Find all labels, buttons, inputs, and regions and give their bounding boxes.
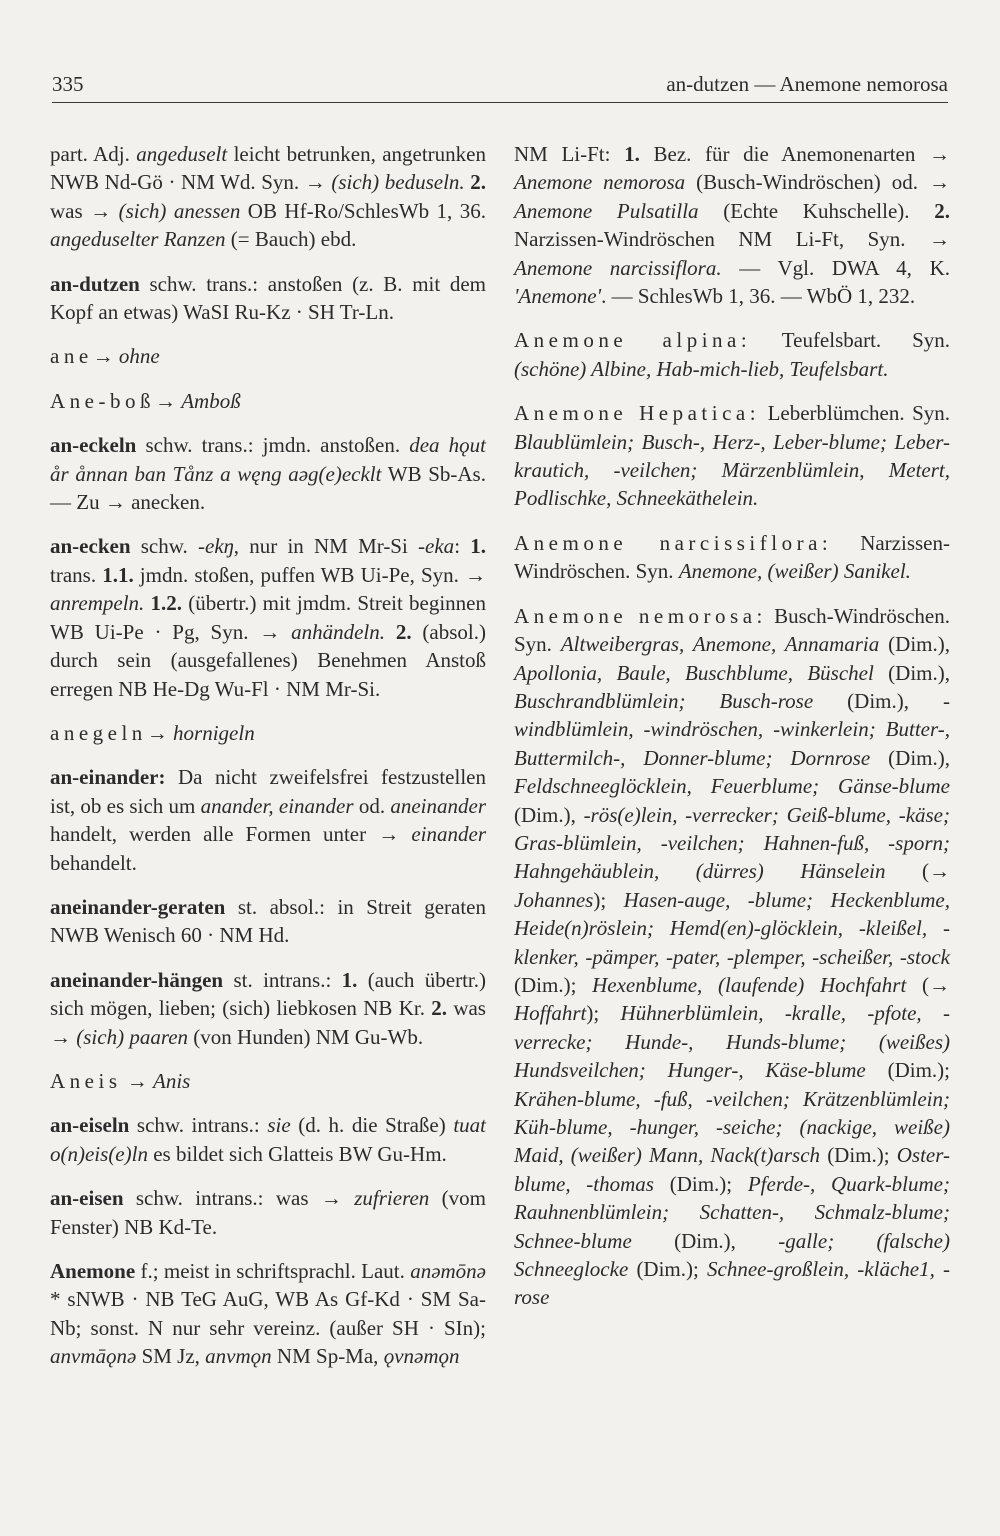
entry-aneinander-geraten: aneinander-geraten st. absol.: in Streit geraten NWB Wenisch 60 · NM Hd. <box>50 894 486 948</box>
page-header <box>52 72 948 103</box>
left-column <box>50 140 486 1387</box>
entry-anemone-hepatica: Anemone Hepatica: Leberblümchen. Syn. Blaublümlein; Busch-, Herz-, Leber-blume; Leber-krautich, -veilchen; Märzenblümlein, Metert, Podlischke, Schneekäthelein. <box>514 401 950 511</box>
right-column <box>514 140 950 1328</box>
entry-anemone-nemorosa: Anemone nemorosa: Busch-Windröschen. Syn. Altweibergras, Anemone, Annamaria (Dim.), Apollonia, Baule, Buschblume, Büschel (Dim.), Buschrandblümlein; Busch-rose (Dim.), -windblümlein, -windröschen, -winkerlein; Butter-, Buttermilch-, Donner-blume; Dornrose (Dim.), Feldschneeglöcklein, Feuerblume; Gänse-blume (Dim.), -rös(e)lein, -verrecker; Geiß-blume, -käse; Gras-blümlein, -veilchen; Hahnen-fuß, -sporn; Hahngehäublein, (dürres) Hänselein (→ Johannes); Hasen-auge, -blume; Heckenblume, Heide(n)röslein; Hemd(en)-glöcklein, -kleißel, -klenker, -pämper, -pater, -plemper, -scheißer, -stock (Dim.); Hexenblume, (laufende) Hochfahrt (→ Hoffahrt); Hühnerblümlein, -kralle, -pfote, -verrecke; Hunde-, Hunds-blume; (weißes) Hundsveilchen; Hunger-, Käse-blume (Dim.); Krähen-blume, -fuß, -veilchen; Krätzenblümlein; Küh-blume, -hunger, -seiche; (nackige, weiße) Maid, (weißer) Mann, Nack(t)arsch (Dim.); Oster-blume, -thomas (Dim.); Pferde-, Quark-blume; Rauhnenblümlein; Schatten-, Schmalz-blume; Schnee-blume (Dim.), -galle; (falsche) Schneeglocke (Dim.); Schnee-großlein, -kläche1, -rose <box>514 603 951 1310</box>
entry-an-dutzen: an-dutzen schw. trans.: anstoßen (z. B. mit dem Kopf an etwas) WaSI Ru-Kz · SH Tr-Ln. <box>50 271 486 325</box>
entry-an-einander: an-einander: Da nicht zweifelsfrei festzustellen ist, ob es sich um anander, einander od. aneinander handelt, werden alle Formen unter → einander behandelt. <box>50 765 487 875</box>
entry-continuation: part. Adj. angeduselt leicht betrunken, angetrunken NWB Nd-Gö · NM Wd. Syn. → (sich) beduseln. 2. was → (sich) anessen OB Hf-Ro/SchlesWb 1, 36. angeduselter Ranzen (= Bauch) ebd. <box>50 142 486 252</box>
entry-an-eiseln: an-eiseln schw. intrans.: sie (d. h. die Straße) tuat o(n)eis(e)ln es bildet sich Glatteis BW Gu-Hm. <box>50 1113 486 1166</box>
entry-anemone-narcissiflora: Anemone narcissiflora: Narzissen-Windröschen. Syn. Anemone, (weißer) Sanikel. <box>514 530 950 584</box>
entry-aneinander-haengen: aneinander-hängen st. intrans.: 1. (auch übertr.) sich mögen, lieben; (sich) liebkosen NB Kr. 2. was → (sich) paaren (von Hunden) NM Gu-Wb. <box>50 967 486 1049</box>
entry-aneis: Aneis → Anis <box>50 1068 191 1093</box>
entry-an-eisen: an-eisen schw. intrans.: was → zufrieren (vom Fenster) NB Kd-Te. <box>50 1186 486 1239</box>
entry-anegeln: anegeln→ hornigeln <box>50 720 255 745</box>
entry-anemone: Anemone f.; meist in schriftsprachl. Laut. anəmōnə * sNWB · NB TeG AuG, WB As Gf-Kd · SM Sa-Nb; sonst. N nur sehr vereinz. (außer SH · SIn); anvmāǫnə SM Jz, anvmǫn NM Sp-Ma, ǫvnəmǫn <box>50 1259 486 1369</box>
entry-anemone-alpina: Anemone alpina: Teufelsbart. Syn. (schöne) Albine, Hab-mich-lieb, Teufelsbart. <box>514 328 951 381</box>
entry-an-ecken: an-ecken schw. -ekŋ, nur in NM Mr-Si -eka: 1. trans. 1.1. jmdn. stoßen, puffen WB Ui-Pe, Syn. → anrempeln. 1.2. (übertr.) mit jmdm. Streit beginnen WB Ui-Pe · Pg, Syn. → anhändeln. 2. (absol.) durch sein (ausgefallenes) Benehmen Anstoß erregen NB He-Dg Wu-Fl · NM Mr-Si. <box>50 534 487 701</box>
entry-an-eckeln: an-eckeln schw. trans.: jmdn. anstoßen. dea hǫut år ånnan ban Tånz a węng aəg(e)ecklt WB Sb-As. — Zu → anecken. <box>50 433 486 515</box>
entry-anemone-continued: NM Li-Ft: 1. Bez. für die Anemonenarten → Anemone nemorosa (Busch-Windröschen) od. → Anemone Pulsatilla (Echte Kuhschelle). 2. Narzissen-Windröschen NM Li-Ft, Syn. → Anemone narcissiflora. — Vgl. DWA 4, K. 'Anemone'. — SchlesWb 1, 36. — WbÖ 1, 232. <box>514 142 951 309</box>
entry-ane: ane→ ohne <box>50 344 160 369</box>
page-number: 335 <box>52 72 84 96</box>
running-head: an-dutzen — Anemone nemorosa <box>666 72 948 96</box>
entry-ane-boss: Ane-boß→ Amboß <box>50 388 241 413</box>
